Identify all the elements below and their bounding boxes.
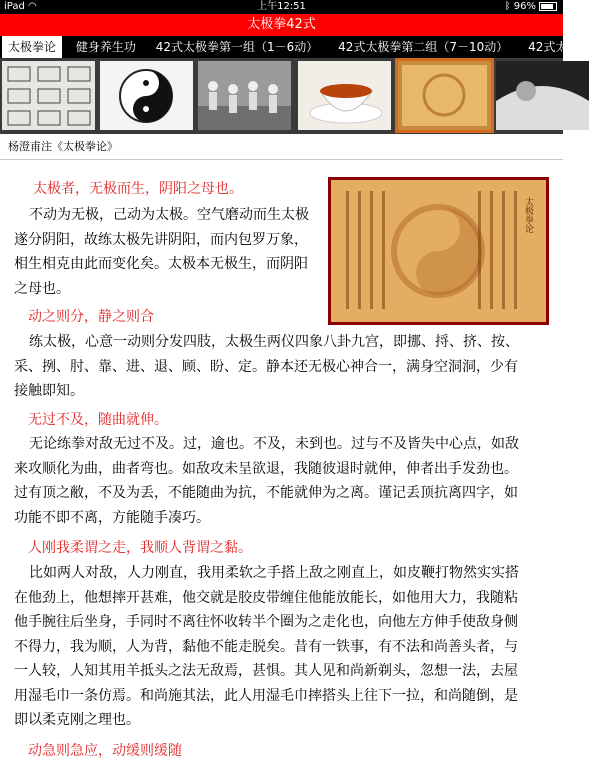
section-heading: 动之则分，静之则合 (28, 309, 154, 325)
paragraph-line: 不得力，我为顺，人为背，黏他不能走脱矣。昔有一铁事，有不法和尚善头者，与 (14, 638, 518, 655)
thumbnail-scroll-selected[interactable] (395, 58, 494, 133)
paragraph-line: 相生相克由此而变化矣。太极本无极生，而阴阳 (14, 256, 308, 272)
paragraph (14, 432, 519, 530)
paragraph (14, 203, 309, 301)
paragraph-line: 在他劲上，他想摔开甚难，他交就是胶皮带缠住他能放能长，如他用大力，我随粘 (14, 589, 518, 606)
thumbnail-group-practice[interactable] (198, 61, 291, 130)
tab-group-2[interactable]: 42式太极拳第二组（7－10动） (338, 40, 509, 54)
tab-bar (0, 36, 580, 58)
battery-icon (539, 2, 557, 11)
section-heading: 动急则急应，动缓则缓随 (28, 743, 182, 759)
thumbnail-diagram-chart[interactable] (2, 61, 95, 130)
thumbnail-tea-cup[interactable] (298, 61, 391, 130)
taiji-scroll-image (328, 177, 549, 325)
carrier-label: iPad ◠ (4, 1, 37, 12)
thumbnail-strip (0, 58, 563, 134)
tab-group-1[interactable]: 42式太极拳第一组（1－6动） (155, 40, 319, 54)
app-title: 太极拳42式 (0, 14, 563, 36)
paragraph-line: 遂分阴阳，故练太极先讲阴阳，而内包罗万象， (14, 231, 308, 248)
paragraph-line: 一人较，人知其用羊抵头之法无敌焉，甚惧。其人见和尚新剃头，忽想一法，去屋 (14, 663, 518, 679)
section-heading: 无过不及，随曲就伸。 (28, 412, 168, 428)
article-caption: 杨澄甫注《太极拳论》 (8, 140, 118, 153)
paragraph-line: 用湿毛巾一条仿焉。和尚施其法，此人用湿毛巾摔搭头上往下一拉，和尚随倒，是 (14, 687, 518, 704)
paragraph-line: 练太极，心意一动则分发四肢，太极生两仪四象八卦九宫，即挪、捋、挤、按、 (29, 334, 519, 350)
paragraph-line: 不动为无极，己动为太极。空气磨动而生太极 (29, 207, 309, 223)
section-heading: 太极者，无极而生，阴阳之母也。 (33, 181, 243, 197)
paragraph-line: 无论练拳对敌无过不及。过，逾也。不及，未到也。过与不及皆失中心点，如敌 (29, 436, 519, 452)
paragraph (14, 330, 519, 404)
paragraph-line: 来攻顺化为曲，曲者弯也。如敌攻未呈欲退，我随彼退时就伸，伸者出手发劲也。 (14, 460, 518, 477)
paragraph-line: 功能不即不离，方能随手凑巧。 (14, 509, 210, 526)
clock: 上午12:51 (257, 1, 306, 12)
tab-taijiquan-lun[interactable]: 太极拳论 (2, 36, 62, 58)
paragraph-line: 他手腕往后坐身，手同时不离往怀收转半个圈为之走化也，向他左方伸手使敌身侧 (14, 614, 518, 630)
bluetooth-icon: ᛒ (504, 1, 511, 12)
paragraph-line: 之母也。 (14, 280, 70, 297)
paragraph-line: 采、挒、肘、靠、进、退、顾、盼、定。静本还无极心神合一，满身空洞洞，少有 (14, 358, 518, 375)
status-bar (0, 0, 563, 14)
divider (0, 159, 563, 160)
section-heading: 人刚我柔谓之走，我顺人背谓之黏。 (28, 540, 252, 556)
paragraph-line: 过有顶之敝，不及为丢，不能随曲为抗，不能就伸为之离。谨记丢顶抗离四字，如 (14, 485, 518, 501)
scroll-title: 太极拳论 (523, 197, 533, 233)
paragraph-line: 即以柔克刚之理也。 (14, 712, 140, 728)
paragraph-line: 比如两人对敌，人力刚直，我用柔软之手搭上敌之刚直上，如皮鞭打物然实实搭 (29, 565, 519, 581)
wifi-icon: ◠ (28, 1, 37, 12)
battery-status: ᛒ 96% (505, 0, 557, 14)
paragraph (14, 561, 519, 733)
thumbnail-yin-yang[interactable] (100, 61, 193, 130)
tab-group-more[interactable]: 42式太极 (528, 40, 580, 54)
thumbnail-yin-yang-dark[interactable] (496, 61, 589, 130)
paragraph-line: 接触即知。 (14, 383, 84, 399)
tab-jianshen-yangsheng[interactable]: 健身养生功 (75, 40, 136, 54)
